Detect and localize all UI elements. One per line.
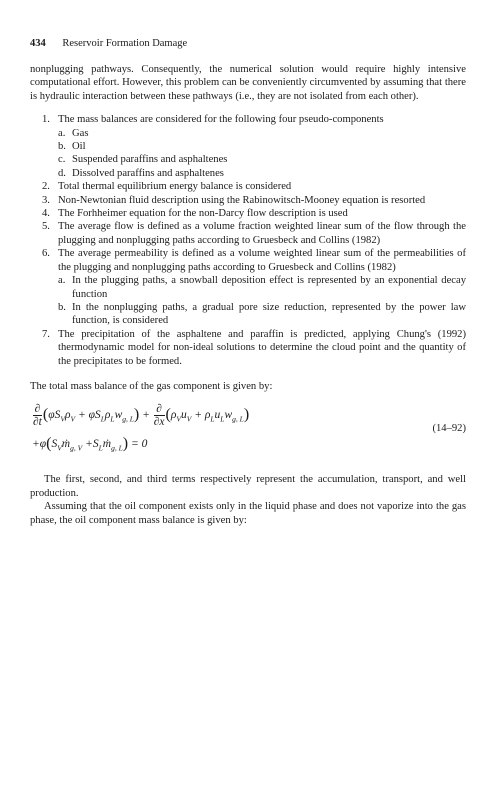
sub-list-item-text: In the plugging paths, a snowball deposition effect is represented by an exponential decay function xyxy=(72,275,466,300)
sub-list-item-letter: a. xyxy=(58,127,66,139)
sub-list-item xyxy=(58,127,466,140)
list-item-text: The precipitation of the asphaltene and paraffin is predicted, applying Chung's (1992) thermodynamic model for non-ideal solutions to determine the cloud point and the quantity of the precipitates to be formed. xyxy=(58,328,466,367)
sub-list-item-text: In the nonplugging paths, a gradual pore size reduction, represented by the power law function, is considered xyxy=(72,301,466,327)
list-item-number: 2. xyxy=(42,181,50,193)
sub-list-item-text: Gas xyxy=(72,127,89,139)
list-item-text: Non-Newtonian fluid description using the Rabinowitsch-Mooney equation is resorted xyxy=(58,194,426,206)
running-header xyxy=(30,38,466,49)
list-item-number: 5. xyxy=(42,221,50,233)
sub-list-item-letter: b. xyxy=(58,301,66,313)
list-item-number: 4. xyxy=(42,208,50,220)
equation-14-92 xyxy=(30,403,466,461)
list-item-text: Total thermal equilibrium energy balance is considered xyxy=(58,181,292,193)
page-number: 434 xyxy=(30,38,46,49)
list-item xyxy=(30,207,466,220)
sub-list-item xyxy=(58,301,466,328)
sub-list-item-letter: b. xyxy=(58,141,66,153)
sub-list-item xyxy=(58,167,466,180)
sub-list-item xyxy=(58,153,466,166)
list-item-text: The average permeability is defined as a volume weighted linear sum of the permeabilities of the plugging and nonplugging paths according to Gruesbeck and Collins (1982) xyxy=(58,248,466,273)
sub-list xyxy=(58,127,466,181)
equation-number: (14–92) xyxy=(432,423,466,435)
sub-list-item-text: Oil xyxy=(72,141,86,153)
sub-list-item-text: Dissolved paraffins and asphaltenes xyxy=(72,167,224,179)
list-item-text: The average flow is defined as a volume fraction weighted linear sum of the flow through the plugging and nonplugging paths according to Gruesbeck and Collins (1982) xyxy=(58,221,466,246)
list-item xyxy=(30,180,466,193)
equation-line-2: $+\varphi(S_Vṁ_{g, V}$ $+S_Lṁ_{g, L}) = 0$ xyxy=(32,435,148,453)
list-item-number: 1. xyxy=(42,114,50,126)
list-item xyxy=(30,247,466,327)
sub-list-item-letter: d. xyxy=(58,167,66,179)
list-item xyxy=(30,328,466,368)
list-item-number: 3. xyxy=(42,194,50,206)
sub-list-item xyxy=(58,274,466,301)
list-item-text: The Forhheimer equation for the non-Darcy flow description is used xyxy=(58,208,348,220)
terms-paragraph: The first, second, and third terms respectively represent the accumulation, transport, and well production. xyxy=(30,474,466,499)
list-item-text: The mass balances are considered for the following four pseudo-components xyxy=(58,114,384,126)
equation-line-1: $\frac{\partial}{\partial t}$ $(\varphi S_V\rho_V + \varphi S_L\rho_Lw_{g, L})$ + $\frac{\partial}{\partial x}$ $(\rho_Vu_V + \rho_Lu_Lw_{g, L})$ xyxy=(33,403,250,429)
list-item xyxy=(30,220,466,247)
sub-list xyxy=(58,274,466,328)
gas-balance-intro: The total mass balance of the gas component is given by: xyxy=(30,380,273,392)
sub-list-item-letter: c. xyxy=(58,154,66,166)
list-item-number: 6. xyxy=(42,248,50,260)
list-item xyxy=(30,194,466,207)
book-page xyxy=(30,38,466,527)
sub-list-item xyxy=(58,140,466,153)
intro-paragraph: nonplugging pathways. Consequently, the numerical solution would require highly intensive computational effort. However, this problem can be conveniently circumvented by assuming that there is hydraulic interaction between these pathways (i.e., they are not isolated from each other). xyxy=(30,64,466,102)
oil-paragraph: Assuming that the oil component exists only in the liquid phase and does not vaporize into the gas phase, the oil component mass balance is given by: xyxy=(30,501,466,526)
sub-list-item-letter: a. xyxy=(58,275,66,287)
assumptions-list xyxy=(30,113,466,368)
running-title: Reservoir Formation Damage xyxy=(62,38,188,49)
list-item xyxy=(30,113,466,180)
list-item-number: 7. xyxy=(42,328,50,340)
sub-list-item-text: Suspended paraffins and asphaltenes xyxy=(72,154,228,166)
